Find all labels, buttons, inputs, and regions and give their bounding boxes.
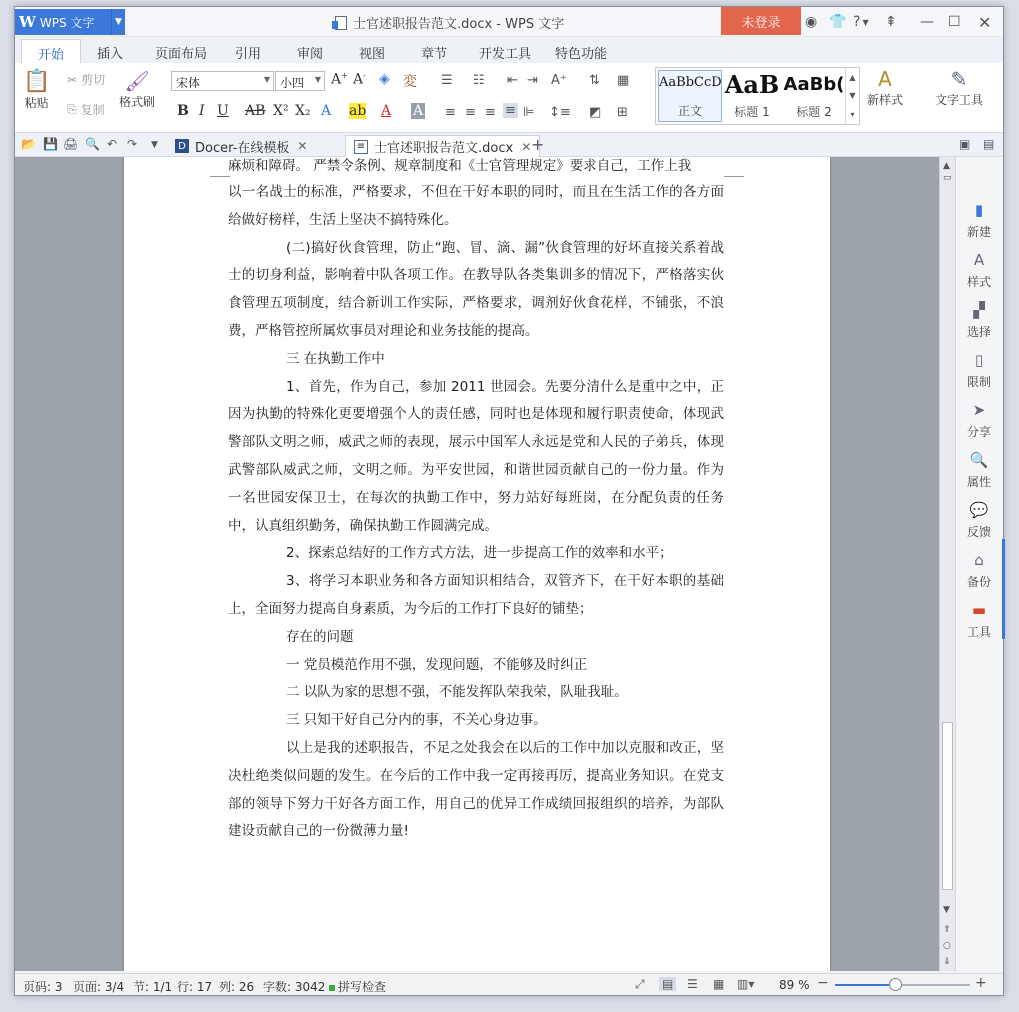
paragraph: 三 在执勤工作中: [286, 350, 385, 367]
copy-icon: ⎘: [67, 102, 77, 116]
document-page[interactable]: [124, 157, 830, 971]
page-corner-mark: [724, 171, 744, 177]
text-tools-button[interactable]: [935, 67, 983, 108]
scissors-icon: ✂: [67, 72, 78, 87]
zoom-in-icon[interactable]: +: [975, 975, 987, 991]
taskpane-collapse-handle[interactable]: [1002, 539, 1005, 639]
doc-tab-label: 士官述职报告范文.docx: [374, 141, 514, 156]
paragraph: 1、首先，作为自己，参加 2011 世园会。先要分清什么是重中之中，正因为执勤的特殊化更要增强个人的责任感，同时也是体现和履行职责使命，体现武警部队文明之师，威武之师的表现，展示中国军人永远是党和人民的子弟兵，体现武警部队威武之师，文明之师。为平安世园，和谐世园贡献自己的一份力量。作为一名世园安保卫士，在每次的执勤工作中，努力站好每班岗，在分配负责的任务中，认真组织勤务，确保执勤工作圆满完成。: [228, 378, 724, 534]
reading-mode-icon[interactable]: ▥▾: [737, 977, 755, 991]
doc-tab-label: Docer-在线模板: [195, 140, 290, 156]
align-justify-icon[interactable]: ≡: [505, 103, 516, 118]
char-shading-icon[interactable]: A: [413, 103, 424, 119]
taskpane-share[interactable]: [956, 401, 1002, 440]
ruler-toggle-icon[interactable]: ▭: [943, 173, 952, 183]
zoom-out-icon[interactable]: −: [817, 975, 829, 991]
open-folder-icon[interactable]: 📂: [21, 137, 36, 151]
spell-check-indicator-icon: [329, 985, 335, 991]
zoom-slider[interactable]: [835, 984, 970, 986]
prev-page-icon[interactable]: ⇑: [943, 925, 951, 935]
document-icon: [335, 16, 347, 30]
grow-font-icon[interactable]: A+: [331, 71, 348, 88]
copy-label: 复制: [80, 103, 105, 117]
chevron-down-icon[interactable]: ▼: [111, 9, 125, 35]
status-column: 列: 26: [219, 980, 255, 994]
backup-icon: ⌂: [974, 551, 984, 569]
style-name: 标题 1: [734, 105, 770, 119]
print-preview-icon[interactable]: 🔍: [85, 137, 100, 151]
window-title: [335, 13, 564, 32]
format-painter-label: 格式刷: [119, 95, 156, 109]
tab-references[interactable]: 引用: [235, 47, 262, 62]
shrink-font-icon[interactable]: A-: [353, 71, 366, 88]
spell-check-toggle[interactable]: [329, 978, 386, 995]
chevron-down-icon[interactable]: ▼: [849, 91, 856, 101]
taskpane-label: 反馈: [966, 525, 991, 539]
tab-view[interactable]: 视图: [359, 47, 386, 62]
new-style-label: 新样式: [867, 93, 904, 107]
align-center-icon[interactable]: ≡: [465, 105, 476, 120]
paste-button[interactable]: [23, 69, 50, 111]
superscript-icon[interactable]: X²: [273, 103, 289, 119]
taskpane-label: 样式: [966, 275, 991, 289]
zoom-slider-thumb[interactable]: [889, 978, 902, 991]
style-sample: AaB: [724, 70, 780, 99]
paragraph: 一 党员模范作用不强，发现问题，不能够及时纠正: [286, 656, 588, 673]
numbered-list-icon[interactable]: ☷: [473, 73, 485, 88]
taskpane-backup[interactable]: [956, 551, 1002, 590]
style-heading-2[interactable]: [782, 70, 846, 122]
style-name: 正文: [677, 104, 702, 118]
web-view-icon[interactable]: ▦: [713, 977, 725, 991]
paragraph: 2、探索总结好的工作方式方法，进一步提高工作的效率和水平；: [286, 545, 673, 562]
gallery-expand-icon[interactable]: ▾: [850, 110, 855, 120]
close-icon[interactable]: ✕: [297, 139, 308, 153]
app-menu-label: WPS 文字: [39, 15, 95, 30]
paragraph: 二 以队为家的思想不强，不能发挥队荣我荣，队耻我耻。: [286, 684, 628, 701]
scroll-down-icon[interactable]: ▼: [943, 905, 950, 915]
chevron-down-icon: ▼: [263, 75, 270, 84]
strikethrough-icon[interactable]: AB: [245, 103, 266, 119]
new-tab-icon[interactable]: +: [531, 135, 545, 154]
document-body[interactable]: [228, 158, 724, 846]
style-sample: AaBbCcD: [659, 75, 722, 90]
borders-icon[interactable]: ⊞: [617, 105, 628, 120]
clipped-line: 麻烦和障碍。 严禁令条例、规章制度和《士官管理规定》要求自己，工作上我: [228, 158, 692, 174]
status-bar: [15, 973, 1003, 995]
select-browse-icon[interactable]: ○: [943, 941, 951, 951]
sort-icon[interactable]: ⇅: [589, 73, 600, 88]
app-menu-button[interactable]: [15, 9, 125, 35]
align-right-icon[interactable]: ≡: [485, 105, 496, 120]
status-page-number: 页码: 3: [23, 980, 63, 994]
tab-developer[interactable]: 开发工具: [479, 47, 532, 62]
taskpane-label: 分享: [966, 425, 991, 439]
quick-access-bar: [15, 133, 1003, 157]
tab-page-layout[interactable]: 页面布局: [155, 47, 208, 62]
distribute-icon[interactable]: ⊫: [523, 105, 535, 120]
chevron-down-icon[interactable]: ▼: [151, 140, 158, 150]
minimize-icon[interactable]: —: [920, 14, 934, 30]
redo-icon[interactable]: ↷: [127, 137, 138, 151]
close-icon[interactable]: ✕: [521, 139, 532, 154]
document-icon: ≡: [354, 140, 368, 154]
tab-special[interactable]: 特色功能: [555, 47, 608, 62]
style-sample: AaBb(: [783, 74, 845, 95]
chevron-up-icon[interactable]: ▲: [849, 72, 856, 82]
scroll-up-icon[interactable]: ▲: [943, 161, 950, 171]
taskpane-new[interactable]: [956, 201, 1002, 240]
status-row: 行: 17: [177, 980, 213, 994]
login-button[interactable]: 未登录: [721, 7, 801, 35]
line-spacing-icon[interactable]: ↕≡: [549, 105, 571, 120]
paragraph: (二)搞好伙食管理，防止“跑、冒、滴、漏”伙食管理的好坏直接关系着战士的切身利益，影响着中队各项工作。在教导队各类集训多的情况下，严格落实伙食管理五项制度，结合新训工作实际，严格要求，调剂好伙食花样，不铺张，不浪费，严格管控所属炊事员对理论和业务技能的提高。: [228, 239, 724, 339]
cut-button[interactable]: [67, 71, 105, 88]
page-corner-mark: [210, 171, 230, 177]
taskpane-select[interactable]: [956, 301, 1002, 340]
ribbon-home: [15, 63, 1003, 133]
lock-icon: ▯: [974, 351, 984, 369]
table-grid-icon[interactable]: ▦: [617, 73, 630, 88]
tab-list-icon[interactable]: ▤: [983, 137, 995, 151]
task-pane: [955, 157, 1003, 971]
status-word-count[interactable]: 字数: 3042: [263, 980, 326, 994]
taskpane-label: 新建: [966, 225, 991, 239]
clipboard-icon: 📋: [23, 69, 51, 94]
cut-label: 剪切: [81, 73, 106, 87]
doc-tab-docer[interactable]: [167, 135, 315, 157]
font-name-value: 宋体: [176, 76, 201, 90]
share-icon: ➤: [972, 401, 986, 419]
skin-icon[interactable]: ◉: [805, 14, 818, 30]
window-mode-icon[interactable]: ▣: [959, 137, 971, 151]
brush-icon: 🖌: [124, 69, 150, 93]
highlight-icon[interactable]: ab: [349, 103, 367, 119]
text-effect-icon[interactable]: A: [321, 103, 332, 119]
shirt-icon[interactable]: 👕: [829, 14, 847, 30]
taskpane-style[interactable]: [956, 251, 1002, 290]
text-tools-label: 文字工具: [935, 93, 984, 107]
paragraph: 3、将学习本职业务和各方面知识相结合，双管齐下，在干好本职的基础上，全面努力提高自身素质，为今后的工作打下良好的铺垫；: [228, 573, 724, 617]
paragraph: 以上是我的述职报告，不足之处我会在以后的工作中加以克服和改正，坚决杜绝类似问题的发生。在今后的工作中我一定再接再厉，提高业务知识。在党支部的领导下努力干好各方面工作，用自己的优异工作成绩回报组织的培养，为部队建设贡献自己的一份微薄力量!: [228, 739, 724, 840]
toolbox-icon: ▬: [971, 601, 987, 619]
properties-icon: 🔍: [969, 451, 989, 469]
bullet-list-icon[interactable]: ☰: [441, 73, 453, 88]
style-normal[interactable]: [658, 70, 722, 122]
style-icon: A: [973, 251, 985, 269]
zoom-slider-rest: [895, 984, 970, 986]
tab-home[interactable]: 开始: [21, 39, 81, 63]
vertical-scrollbar[interactable]: [939, 157, 955, 971]
taskpane-restrict[interactable]: [956, 351, 1002, 390]
tab-insert[interactable]: 插入: [97, 47, 124, 62]
new-doc-icon: ▮: [974, 201, 984, 219]
underline-icon[interactable]: U: [217, 103, 229, 119]
tab-chapter[interactable]: 章节: [421, 47, 448, 62]
italic-icon[interactable]: I: [199, 103, 205, 119]
tab-review[interactable]: 审阅: [297, 47, 324, 62]
copy-button[interactable]: [67, 101, 105, 118]
title-bar: [15, 7, 1003, 37]
style-gallery: [655, 67, 860, 125]
taskpane-label: 属性: [966, 475, 991, 489]
close-icon[interactable]: ✕: [978, 12, 992, 32]
help-icon: ?: [853, 14, 861, 30]
taskpane-label: 限制: [966, 375, 991, 389]
ribbon-tabs: [15, 39, 1003, 63]
decrease-indent-icon[interactable]: ⇤: [507, 73, 518, 88]
taskpane-properties[interactable]: [956, 451, 1002, 490]
chevron-down-icon: ▼: [314, 75, 321, 84]
full-screen-icon[interactable]: ⤢: [635, 977, 645, 991]
paragraph: 存在的问题: [286, 628, 354, 645]
docer-icon: D: [175, 139, 189, 153]
outline-view-icon[interactable]: ☰: [687, 977, 698, 991]
text-tools-icon: ✎: [950, 67, 968, 91]
status-pages: 页面: 3/4: [73, 980, 125, 994]
spell-check-label: 拼写检查: [338, 980, 387, 994]
taskpane-label: 备份: [966, 575, 991, 589]
collapse-ribbon-icon[interactable]: ⇞: [885, 14, 897, 30]
increase-indent-icon[interactable]: ⇥: [527, 73, 538, 88]
paragraph: 以一名战士的标准，严格要求，不但在干好本职的同时，而且在生活工作的各方面给做好榜样，生活上坚决不搞特殊化。: [228, 184, 724, 228]
font-color-icon[interactable]: A: [381, 103, 392, 119]
print-icon[interactable]: 🖨: [63, 137, 79, 151]
gallery-scrollbar[interactable]: [845, 68, 859, 124]
chinese-layout-icon[interactable]: A⁺: [551, 73, 567, 88]
font-size-value: 小四: [280, 76, 305, 90]
style-name: 标题 2: [796, 105, 832, 119]
taskpane-tools[interactable]: [956, 601, 1002, 640]
zoom-level[interactable]: 89 %: [779, 978, 810, 992]
save-icon[interactable]: 💾: [43, 137, 58, 151]
paste-label: 粘贴: [24, 96, 49, 110]
page-view-icon[interactable]: ▤: [659, 977, 676, 991]
wps-window: [14, 6, 1004, 996]
format-painter-button[interactable]: [119, 69, 155, 110]
paragraph: 三 只知干好自己分内的事，不关心身边事。: [286, 712, 547, 729]
font-size-select[interactable]: [275, 71, 325, 91]
window-title-text: 士官述职报告范文.docx - WPS 文字: [353, 17, 565, 32]
align-left-icon[interactable]: ≡: [445, 105, 456, 120]
chat-icon: 💬: [969, 501, 989, 519]
style-heading-1[interactable]: [720, 70, 784, 122]
subscript-icon[interactable]: X₂: [295, 103, 311, 119]
font-name-select[interactable]: [171, 71, 274, 91]
maximize-icon[interactable]: ☐: [948, 14, 961, 30]
next-page-icon[interactable]: ⇓: [943, 957, 951, 967]
wps-logo-icon: W: [19, 13, 36, 31]
doc-tab-current[interactable]: [345, 135, 540, 157]
help-button[interactable]: ? ▼: [853, 14, 869, 30]
scrollbar-thumb[interactable]: [942, 722, 953, 890]
taskpane-label: 工具: [966, 625, 991, 639]
phonetic-icon[interactable]: 変: [403, 74, 417, 90]
taskpane-feedback[interactable]: [956, 501, 1002, 540]
select-icon: ▞: [973, 301, 985, 319]
clear-format-icon[interactable]: ◈: [379, 71, 390, 87]
new-style-icon: A: [878, 67, 892, 91]
shading-icon[interactable]: ◩: [589, 105, 602, 120]
undo-icon[interactable]: ↶: [107, 137, 118, 151]
new-style-button[interactable]: [867, 67, 903, 108]
bold-icon[interactable]: B: [177, 103, 189, 119]
status-section: 节: 1/1: [133, 980, 173, 994]
document-workspace: [15, 157, 939, 971]
taskpane-label: 选择: [966, 325, 991, 339]
